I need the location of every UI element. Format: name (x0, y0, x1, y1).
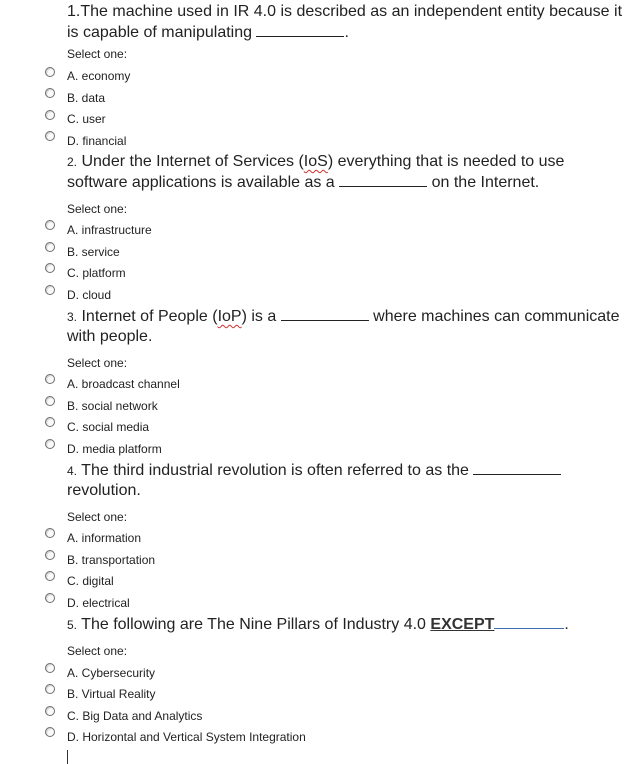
radio-q3-c[interactable] (45, 417, 55, 427)
radio-q5-c[interactable] (45, 706, 55, 716)
option-q3-c[interactable]: C. social media (67, 420, 150, 434)
question-4-number: 4. (67, 464, 78, 478)
option-q4-a[interactable]: A. information (67, 531, 142, 545)
spellcheck-iop: IoP (217, 308, 242, 325)
radio-q5-a[interactable] (45, 663, 55, 673)
radio-q4-b[interactable] (45, 550, 55, 560)
question-4-text: 4. The third industrial revolution is often referred to as the revolution. (67, 460, 622, 501)
select-one-label: Select one: (67, 202, 128, 216)
option-q5-b[interactable]: B. Virtual Reality (67, 687, 156, 701)
radio-q2-d[interactable] (45, 285, 55, 295)
question-1-text-a: 1.The machine used in IR 4.0 is described as an independent entity because it is capable of manipulating (67, 3, 623, 41)
answer-blank (473, 460, 561, 475)
select-one-label: Select one: (67, 47, 128, 61)
radio-q3-b[interactable] (45, 396, 55, 406)
radio-q5-d[interactable] (45, 727, 55, 737)
select-one-label: Select one: (67, 510, 128, 524)
radio-q2-c[interactable] (45, 263, 55, 273)
answer-blank (494, 614, 564, 629)
option-q4-d[interactable]: D. electrical (67, 596, 130, 610)
radio-q1-b[interactable] (45, 88, 55, 98)
option-q1-a[interactable]: A. economy (67, 69, 131, 83)
option-q3-a[interactable]: A. broadcast channel (67, 377, 180, 391)
option-q5-a[interactable]: A. Cybersecurity (67, 666, 156, 680)
option-q4-b[interactable]: B. transportation (67, 553, 156, 567)
option-q2-a[interactable]: A. infrastructure (67, 223, 152, 237)
option-q5-d[interactable]: D. Horizontal and Vertical System Integration (67, 730, 306, 744)
answer-blank (281, 306, 369, 321)
radio-q3-a[interactable] (45, 374, 55, 384)
question-5-text: 5. The following are The Nine Pillars of Industry 4.0 EXCEPT . (67, 616, 569, 633)
select-one-label: Select one: (67, 356, 128, 370)
question-5-number: 5. (67, 618, 78, 632)
option-q2-c[interactable]: C. platform (67, 266, 126, 280)
question-1-text: 1.The machine used in IR 4.0 is described as an independent entity because it is capable of manipulating . (67, 3, 623, 41)
radio-q4-d[interactable] (45, 593, 55, 603)
option-q5-c[interactable]: C. Big Data and Analytics (67, 709, 203, 723)
radio-q2-b[interactable] (45, 242, 55, 252)
spellcheck-ios: IoS (303, 153, 328, 170)
radio-q2-a[interactable] (45, 220, 55, 230)
option-q1-b[interactable]: B. data (67, 91, 106, 105)
option-q1-c[interactable]: C. user (67, 112, 106, 126)
option-q3-b[interactable]: B. social network (67, 399, 158, 413)
radio-q1-a[interactable] (45, 67, 55, 77)
option-q2-b[interactable]: B. service (67, 245, 120, 259)
radio-q4-c[interactable] (45, 571, 55, 581)
radio-q1-c[interactable] (45, 110, 55, 120)
option-q1-d[interactable]: D. financial (67, 134, 127, 148)
question-2-number: 2. (67, 155, 78, 169)
radio-q3-d[interactable] (45, 439, 55, 449)
question-3-text: 3. Internet of People (IoP) is a where machines can communicate with people. (67, 308, 620, 345)
question-2-text: 2. Under the Internet of Services (IoS) everything that is needed to use software applications is available as a on the Internet. (67, 153, 565, 191)
answer-blank (256, 22, 344, 37)
option-q4-c[interactable]: C. digital (67, 574, 114, 588)
select-one-label: Select one: (67, 644, 128, 658)
text-cursor (67, 750, 68, 764)
except-emphasis: EXCEPT (430, 616, 495, 633)
question-3-number: 3. (67, 310, 78, 324)
option-q2-d[interactable]: D. cloud (67, 288, 112, 302)
option-q3-d[interactable]: D. media platform (67, 442, 162, 456)
radio-q4-a[interactable] (45, 528, 55, 538)
answer-blank (339, 172, 427, 187)
radio-q1-d[interactable] (45, 131, 55, 141)
radio-q5-b[interactable] (45, 684, 55, 694)
